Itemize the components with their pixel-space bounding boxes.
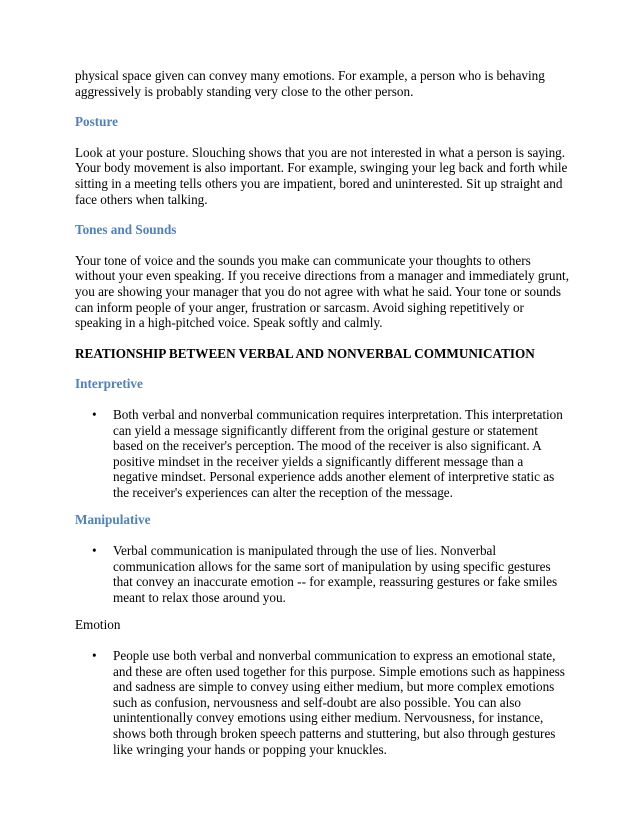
bullet-icon: • (92, 406, 97, 422)
emotion-heading: Emotion (75, 617, 121, 633)
manipulative-list (75, 543, 571, 605)
tones-paragraph: Your tone of voice and the sounds you make can communicate your thoughts to others without your even speaking. If you receive directions from a manager and immediately grunt, you are showing your manager that you do not agree with what he said. Your tone or sounds can inform people of your anger, frustration or sarcasm. Avoid sighing repetitively or speaking in a high-pitched voice. Speak softly and calmly. (75, 252, 570, 331)
manipulative-heading: Manipulative (75, 512, 151, 528)
posture-paragraph: Look at your posture. Slouching shows that you are not interested in what a person is saying. Your body movement is also important. For example, swinging your leg back and forth while sitting in a meeting tells others you are impatient, bored and uninterested. Sit up straight and face others when talking. (75, 144, 568, 207)
list-item (75, 407, 571, 501)
interpretive-list (75, 407, 571, 501)
relationship-heading: REATIONSHIP BETWEEN VERBAL AND NONVERBAL COMMUNICATION (75, 345, 535, 361)
bullet-icon: • (92, 648, 97, 664)
bullet-icon: • (92, 543, 97, 559)
intro-paragraph: physical space given can convey many emotions. For example, a person who is behaving aggressively is probably standing very close to the other person. (75, 68, 545, 99)
emotion-bullet-text: People use both verbal and nonverbal communication to express an emotional state, and these are often used together for this purpose. Simple emotions such as happiness and sadness are simple to convey using either medium, but more complex emotions such as confusion, nervousness and self-doubt are also possible. You can also unintentionally convey emotions using either medium. Nervousness, for instance, shows both through broken speech patterns and stuttering, but also through gestures like wringing your hands or popping your knuckles. (113, 648, 565, 757)
document-page (75, 68, 571, 769)
list-item (75, 648, 571, 757)
tones-heading: Tones and Sounds (75, 222, 177, 238)
interpretive-bullet-text: Both verbal and nonverbal communication requires interpretation. This interpretation can yield a message significantly different from the original gesture or statement based on the receiver's perception. The mood of the receiver is also significant. A positive mindset in the receiver yields a significantly different message than a negative mindset. Personal experience adds another element of interpretive static as the receiver's experiences can alter the reception of the message. (113, 406, 563, 500)
posture-heading: Posture (75, 114, 118, 130)
list-item (75, 543, 571, 605)
emotion-list (75, 648, 571, 757)
interpretive-heading: Interpretive (75, 376, 143, 392)
manipulative-bullet-text: Verbal communication is manipulated through the use of lies. Nonverbal communication allows for the same sort of manipulation by using specific gestures that convey an inaccurate emotion -- for example, reassuring gestures or fake smiles meant to relax those around you. (113, 543, 558, 605)
